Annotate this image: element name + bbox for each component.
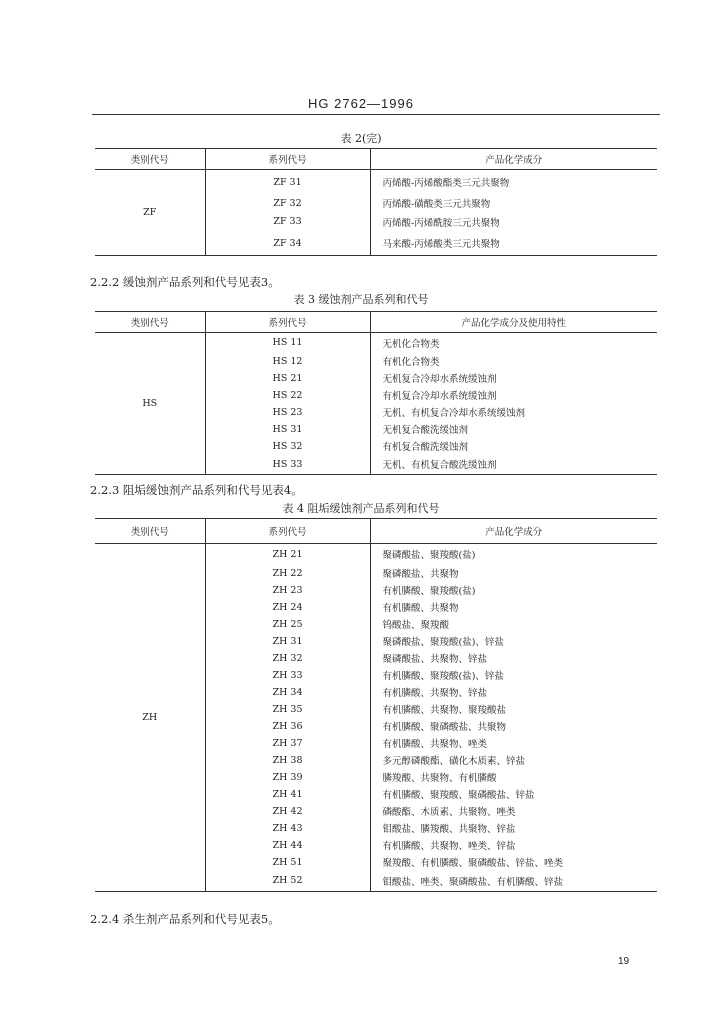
- table4-header-series: 系列代号: [205, 519, 370, 544]
- chemical-composition: 有机复合冷却水系统缓蚀剂: [382, 391, 497, 402]
- series-code: ZH 44: [205, 837, 370, 854]
- header-rule: [92, 114, 660, 115]
- chemical-composition: 有机膦酸、共聚物、唑类、锌盐: [382, 841, 516, 852]
- section-2-2-3: 2.2.3 阻垢缓蚀剂产品系列和代号见表4。: [90, 483, 303, 497]
- chemical-composition: 丙烯酸-丙烯酸酯类三元共聚物: [382, 178, 510, 189]
- chemical-composition: 丙烯酸-丙烯酰胺三元共聚物: [382, 217, 500, 229]
- table3: [95, 311, 657, 475]
- table4: [95, 518, 657, 892]
- series-code: ZH 51: [205, 854, 370, 871]
- table4-header-category: 类别代号: [95, 519, 205, 544]
- series-code: ZH 33: [205, 667, 370, 684]
- series-code: ZH 21: [205, 544, 370, 565]
- series-code: ZH 37: [205, 735, 370, 752]
- series-code: HS 22: [205, 387, 370, 404]
- table2-row: [95, 170, 657, 195]
- series-code: ZH 34: [205, 684, 370, 701]
- series-code: ZH 23: [205, 582, 370, 599]
- chemical-composition: 聚磷酸盐、聚羧酸(盐): [382, 550, 476, 562]
- chemical-composition: 聚磷酸盐、共聚物、锌盐: [382, 654, 488, 665]
- series-code: ZH 38: [205, 752, 370, 769]
- chemical-composition: 有机膦酸、共聚物: [382, 603, 459, 614]
- table2-header-category: 类别代号: [95, 149, 205, 170]
- table2-category-code: ZF: [95, 170, 205, 256]
- table3-header-composition: 产品化学成分及使用特性: [370, 312, 657, 333]
- chemical-composition: 钼酸盐、唑类、聚磷酸盐、有机膦酸、锌盐: [382, 876, 564, 888]
- series-code: ZH 25: [205, 616, 370, 633]
- chemical-composition: 聚磷酸盐、共聚物: [382, 569, 459, 580]
- chemical-composition: 马来酸-丙烯酸类三元共聚物: [382, 239, 500, 250]
- table3-caption: 表 3 缓蚀剂产品系列和代号: [293, 293, 429, 306]
- chemical-composition: 有机膦酸、聚磷酸盐、共聚物: [382, 722, 507, 733]
- chemical-composition: 聚羧酸、有机膦酸、聚磷酸盐、锌盐、唑类: [382, 858, 564, 869]
- table3-category-code: HS: [95, 333, 205, 475]
- series-code: ZH 24: [205, 599, 370, 616]
- chemical-composition: 无机、有机复合冷却水系统缓蚀剂: [382, 408, 526, 419]
- chemical-composition: 多元醇磷酸酯、磺化木质素、锌盐: [382, 756, 526, 767]
- section-2-2-4: 2.2.4 杀生剂产品系列和代号见表5。: [90, 912, 280, 926]
- series-code: HS 23: [205, 404, 370, 421]
- table4-category-code: ZH: [95, 544, 205, 892]
- chemical-composition: 无机复合冷却水系统缓蚀剂: [382, 374, 497, 385]
- table2-header-composition: 产品化学成分: [370, 149, 657, 170]
- chemical-composition: 有机化合物类: [382, 357, 440, 368]
- page-number: 19: [618, 956, 630, 967]
- series-code: ZH 52: [205, 871, 370, 892]
- chemical-composition: 无机化合物类: [382, 338, 440, 350]
- series-code: ZH 43: [205, 820, 370, 837]
- chemical-composition: 聚磷酸盐、聚羧酸(盐)、锌盐: [382, 637, 504, 648]
- chemical-composition: 无机、有机复合酸洗缓蚀剂: [382, 460, 497, 472]
- chemical-composition: 有机复合酸洗缓蚀剂: [382, 442, 469, 453]
- series-code: HS 11: [205, 333, 370, 353]
- chemical-composition: 丙烯酸-磺酸类三元共聚物: [382, 199, 491, 211]
- series-code: HS 12: [205, 353, 370, 370]
- series-code: ZF 32: [205, 194, 370, 213]
- table3-row: [95, 333, 657, 353]
- table2-header-series: 系列代号: [205, 149, 370, 170]
- document-code: HG 2762—1996: [308, 96, 414, 111]
- table2: [95, 148, 657, 256]
- chemical-composition: 有机膦酸、聚羧酸(盐): [382, 586, 476, 597]
- series-code: ZF 31: [205, 170, 370, 195]
- chemical-composition: 膦羧酸、共聚物、有机膦酸: [382, 773, 497, 784]
- series-code: ZH 35: [205, 701, 370, 718]
- table3-header-series: 系列代号: [205, 312, 370, 333]
- chemical-composition: 有机膦酸、聚羧酸(盐)、锌盐: [382, 671, 504, 682]
- chemical-composition: 有机膦酸、共聚物、锌盐: [382, 688, 488, 699]
- series-code: HS 31: [205, 421, 370, 438]
- series-code: ZH 39: [205, 769, 370, 786]
- series-code: ZH 32: [205, 650, 370, 667]
- chemical-composition: 钼酸盐、膦羧酸、共聚物、锌盐: [382, 824, 516, 835]
- section-2-2-2: 2.2.2 缓蚀剂产品系列和代号见表3。: [90, 275, 280, 289]
- chemical-composition: 有机膦酸、聚羧酸、聚磷酸盐、锌盐: [382, 790, 535, 801]
- chemical-composition: 钨酸盐、聚羧酸: [382, 620, 450, 631]
- series-code: ZF 33: [205, 213, 370, 232]
- series-code: ZH 31: [205, 633, 370, 650]
- series-code: ZH 36: [205, 718, 370, 735]
- series-code: ZH 42: [205, 803, 370, 820]
- chemical-composition: 无机复合酸洗缓蚀剂: [382, 425, 469, 436]
- series-code: ZH 41: [205, 786, 370, 803]
- table4-caption: 表 4 阻垢缓蚀剂产品系列和代号: [282, 502, 440, 515]
- series-code: ZF 34: [205, 231, 370, 256]
- table2-caption: 表 2(完): [340, 132, 382, 145]
- series-code: ZH 22: [205, 565, 370, 582]
- series-code: HS 32: [205, 438, 370, 455]
- table4-row: [95, 544, 657, 565]
- table4-header-composition: 产品化学成分: [370, 519, 657, 544]
- series-code: HS 33: [205, 455, 370, 475]
- chemical-composition: 磷酸酯、木质素、共聚物、唑类: [382, 807, 516, 818]
- series-code: HS 21: [205, 370, 370, 387]
- chemical-composition: 有机膦酸、共聚物、聚羧酸盐: [382, 705, 507, 716]
- chemical-composition: 有机膦酸、共聚物、唑类: [382, 739, 488, 750]
- table3-header-category: 类别代号: [95, 312, 205, 333]
